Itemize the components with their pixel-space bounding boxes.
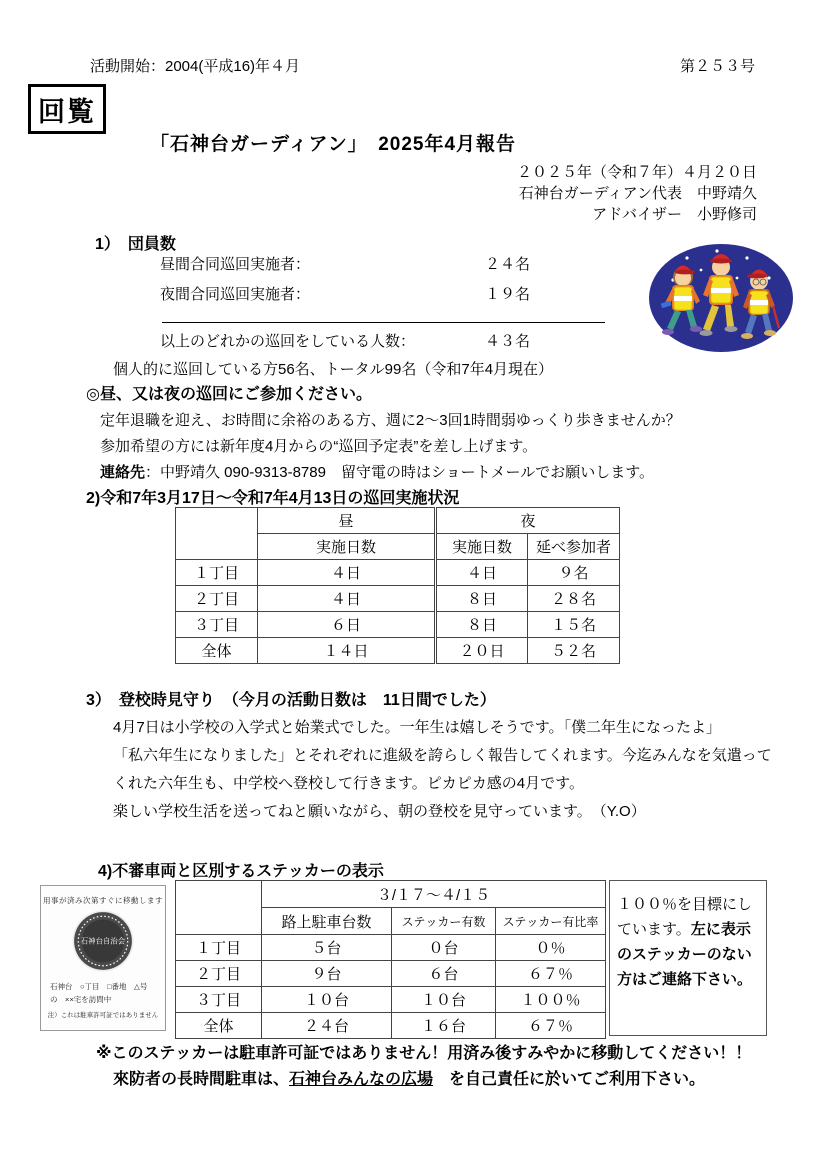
- section3-line: 「私六年生になりました」とそれぞれに進級を誇らしく報告してくれます。今迄みんなを気遣って: [113, 747, 772, 764]
- goal-note-bold: 左に表示のステッカーのない方はご連絡下さい。: [617, 921, 753, 988]
- table-row: [176, 987, 606, 1013]
- section1-heading: 1） 団員数: [95, 236, 176, 253]
- district-cell: 全体: [176, 1013, 262, 1039]
- with-sticker-cell: ０台: [392, 935, 496, 961]
- goal-note-normal: １００％を目標にしています。: [617, 896, 753, 938]
- section4-heading: 4)不審車両と区別するステッカーの表示: [98, 863, 384, 880]
- group-day-header: 昼: [258, 508, 436, 534]
- night-participants-header: 延べ参加者: [528, 534, 620, 560]
- day-days-cell: ６日: [258, 612, 436, 638]
- contact-line: [100, 461, 654, 482]
- night-participants-cell: ５２名: [528, 638, 620, 664]
- section3-line: くれた六年生も、中学校へ登校して行きます。ピカピカ感の4月です。: [113, 775, 584, 792]
- day-days-cell: １４日: [258, 638, 436, 664]
- sticker-table: [175, 880, 606, 1039]
- section3-line: 4月7日は小学校の入学式と始業式でした。一年生は嬉しそうです。「僕二年生になったよ」: [113, 719, 721, 736]
- jichikai-seal-icon: [70, 908, 136, 974]
- member-value-night: １９名: [484, 286, 530, 303]
- sticker-rate-cell: ０％: [496, 935, 606, 961]
- contact-label: 連絡先: [100, 464, 146, 481]
- patrol-table: [175, 507, 620, 664]
- night-participants-cell: ２８名: [528, 586, 620, 612]
- member-label-day: 昼間合同巡回実施者：: [160, 256, 311, 273]
- section2-heading: 2)令和7年3月17日～令和7年4月13日の巡回実施状況: [86, 490, 460, 507]
- with-sticker-header: ステッカー有数: [392, 908, 496, 935]
- with-sticker-cell: ６台: [392, 961, 496, 987]
- parking-note-post: を自己責任に於いてご利用下さい。: [433, 1071, 706, 1088]
- issue-number: 第２５３号: [679, 58, 755, 75]
- sticker-image: [40, 885, 166, 1031]
- sticker-rate-cell: １００％: [496, 987, 606, 1013]
- table-row: [176, 560, 620, 586]
- table-row: [176, 612, 620, 638]
- table-row-total: [176, 638, 620, 664]
- night-patrol-illustration-svg: [645, 238, 795, 383]
- night-patrol-illustration: [645, 238, 795, 383]
- seal-text: 石神台自治会: [80, 936, 126, 946]
- parking-note-pre: 來防者の長時間駐車は、: [113, 1071, 290, 1088]
- sticker-address-line2: の ××宅を訪問中: [50, 995, 112, 1004]
- member-label-night: 夜間合同巡回実施者：: [160, 286, 311, 303]
- invite-line-1: 定年退職を迎え、お時間に余裕のある方、週に2～3回1時間弱ゆっくり歩きませんか？: [100, 412, 681, 429]
- parked-cell: ５台: [262, 935, 392, 961]
- district-cell: ３丁目: [176, 612, 258, 638]
- night-days-cell: ２０日: [436, 638, 528, 664]
- sticker-top-text: 用事が済み次第すぐに移動します: [43, 896, 163, 905]
- footer-parking-note: [113, 1066, 705, 1089]
- invite-line-2: 参加希望の方には新年度4月からの“巡回予定表”を差し上げます。: [100, 438, 538, 455]
- night-participants-cell: ９名: [528, 560, 620, 586]
- corner-cell: [176, 881, 262, 935]
- parking-note-place: 石神台みんなの広場: [289, 1071, 434, 1088]
- district-cell: １丁目: [176, 560, 258, 586]
- district-cell: ２丁目: [176, 586, 258, 612]
- report-date: ２０２５年（令和７年）４月２０日: [516, 164, 757, 181]
- sticker-rate-cell: ６７％: [496, 1013, 606, 1039]
- sticker-rate-cell: ６７％: [496, 961, 606, 987]
- table-row: [176, 586, 620, 612]
- parked-cell: ２４台: [262, 1013, 392, 1039]
- period-header: ３/１７～４/１５: [262, 881, 606, 908]
- parked-header: 路上駐車台数: [262, 908, 392, 935]
- invite-heading: ◎昼、又は夜の巡回にご参加ください。: [86, 386, 372, 403]
- kairan-stamp: 回覧: [28, 84, 106, 134]
- table-row-total: [176, 1013, 606, 1039]
- representative-line: 石神台ガーディアン代表 中野靖久: [518, 185, 757, 202]
- section3-line: 楽しい学校生活を送ってねと願いながら、朝の登校を見守っています。 （Y.O）: [113, 803, 646, 820]
- table-row: [176, 961, 606, 987]
- section3-heading: 3） 登校時見守り （今月の活動日数は 11日間でした）: [86, 692, 496, 709]
- report-meta: [517, 162, 757, 225]
- report-title: 「石神台ガーディアン」 2025年4月報告: [150, 134, 517, 155]
- member-value-day: ２４名: [484, 256, 530, 273]
- sticker-bottom-note: 注）これは駐車許可証ではありません: [47, 1012, 159, 1019]
- district-cell: 全体: [176, 638, 258, 664]
- with-sticker-cell: １０台: [392, 987, 496, 1013]
- night-days-header: 実施日数: [436, 534, 528, 560]
- day-days-cell: ４日: [258, 586, 436, 612]
- section3-paragraph: [113, 714, 772, 826]
- member-value-total: ４３名: [484, 333, 530, 350]
- contact-detail: ：中野靖久 090-9313-8789 留守電の時はショートメールでお願いします。: [145, 464, 654, 481]
- adviser-line: アドバイザー 小野修司: [592, 206, 757, 223]
- district-cell: ２丁目: [176, 961, 262, 987]
- sticker-address-line1: 石神台 ○丁目 □番地 △号: [50, 982, 148, 991]
- header-activity-start: 活動開始：2004(平成16)年４月: [90, 58, 301, 75]
- night-participants-cell: １５名: [528, 612, 620, 638]
- night-days-cell: ８日: [436, 586, 528, 612]
- day-days-header: 実施日数: [258, 534, 436, 560]
- member-label-total: 以上のどれかの巡回をしている人数：: [160, 333, 416, 350]
- with-sticker-cell: １６台: [392, 1013, 496, 1039]
- table-row: [176, 935, 606, 961]
- night-days-cell: ４日: [436, 560, 528, 586]
- day-days-cell: ４日: [258, 560, 436, 586]
- district-cell: １丁目: [176, 935, 262, 961]
- parked-cell: ９台: [262, 961, 392, 987]
- sticker-rate-header: ステッカー有比率: [496, 908, 606, 935]
- corner-cell: [176, 508, 258, 560]
- goal-note-box: [609, 880, 767, 1036]
- section1-note: 個人的に巡回している方56名、トータル99名（令和7年4月現在）: [113, 361, 554, 378]
- district-cell: ３丁目: [176, 987, 262, 1013]
- footer-warning: ※このステッカーは駐車許可証ではありません！用済み後すみやかに移動してください！！: [96, 1045, 752, 1062]
- night-days-cell: ８日: [436, 612, 528, 638]
- divider-line: [162, 322, 605, 323]
- group-night-header: 夜: [436, 508, 620, 534]
- parked-cell: １０台: [262, 987, 392, 1013]
